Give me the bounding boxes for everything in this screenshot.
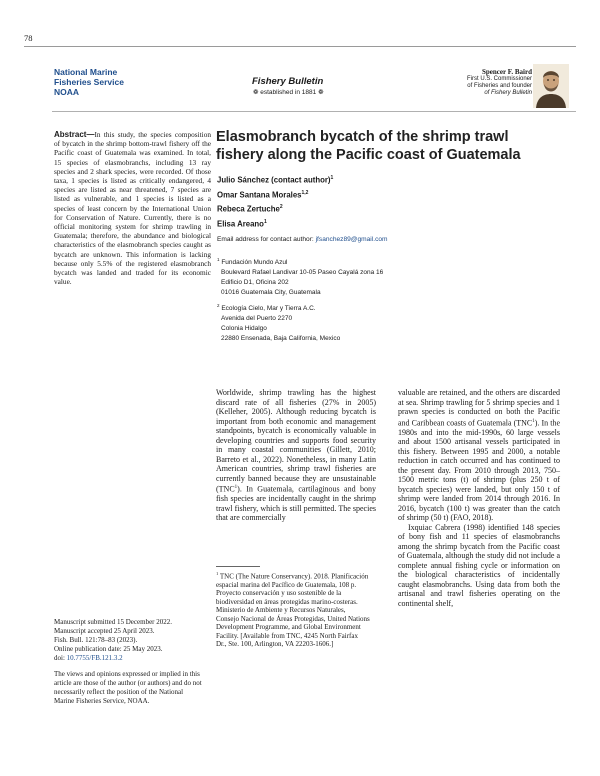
baird-caption	[428, 69, 532, 97]
baird-name: Spencer F. Baird	[482, 68, 532, 76]
paragraph-2: Ixquiac Cabrera (1998) identified 148 species of bony fish and 11 species of elasmobranchs among the shrimp bycatch from the Pacific coast of Guatemala, although the study did not include a complete annual fishing cycle or information on the biological characteristics of incidentally caught elasmobranchs. Using data from both the artisanal and trawl fisheries operating on the continental shelf,	[398, 522, 560, 608]
baird-portrait	[533, 64, 569, 108]
manuscript-info: Manuscript submitted 15 December 2022. Manuscript accepted 25 April 2023. Fish. Bull. 121:78–83 (2023). Online publication date: 25 May 2023. doi: 10.7755/FB.121.3.2	[54, 618, 173, 662]
body-column-1: Worldwide, shrimp trawling has the highest discard rate of all fisheries (27% in 2005) (Kelleher, 2005). Although reducing bycatch is important from both economic and management standpoints, bycatch is economically valuable in developing countries and supports food security in many coastal communities (Gillett, 2010; Barreto et al., 2022). Nonetheless, in many Latin American countries, shrimp trawl fisheries are currently banned because they are unsustainable (TNC$^1$). In Guatemala, cartilaginous and bony fish species are incidentally caught in the shrimp trawl fishery, which is still permitted. The species that are commercially	[216, 388, 376, 523]
journal-name: Fishery Bulletin	[252, 76, 324, 87]
author-4: Elisa Areano$^1$	[217, 218, 267, 229]
doi-link[interactable]: 10.7755/FB.121.3.2	[66, 654, 123, 662]
abstract-label: Abstract—	[54, 130, 95, 139]
email-link[interactable]: jfsanchez89@gmail.com	[315, 236, 388, 243]
author-3: Rebeca Zertuche$^2$	[217, 204, 283, 214]
baird-line-2: of Fisheries and founder	[467, 83, 532, 89]
page-number: 78	[24, 33, 33, 43]
affiliation-1: $^1$ Fundación Mundo Azul Boulevard Rafael Landivar 10-05 Paseo Cayalá zona 16 Edificio D1, Oficina 202 01016 Guatemala City, Guatemala	[217, 257, 384, 296]
baird-line-1: First U.S. Commissioner	[466, 76, 532, 82]
baird-line-3: of Fishery Bulletin	[484, 90, 532, 96]
author-2: Omar Santana Morales$^{1,2}$	[217, 189, 309, 200]
agency-line-3: NOAA	[54, 87, 80, 97]
footnote: $^1$ TNC (The Nature Conservancy). 2018. Planificación espacial marina del Pacífico de Guatemala, 108 p. Proyecto conservación y uso sostenible de la biodiversidad en áreas protegidas marino-costeras. Ministerio de Ambiente y Recursos Naturales, Consejo Nacional de Áreas Protegidas, United Nations Development Programme, and Global Environment Facility. [Available from TNC, 4245 North Fairfax Dr., Ste. 100, Arlington, VA 22203-1606.]	[216, 571, 370, 649]
top-rule	[24, 46, 576, 47]
author-list	[217, 172, 333, 230]
paragraph-1: valuable are retained, and the others are discarded at sea. Shrimp trawling for 5 shrimp species and 1 prawn species is conducted on both the Pacific and Caribbean coasts of Guatemala (TNC$^1$). In the 1980s and into the mid-1990s, 60 large vessels and about 1500 artisanal vessels participated in this fishery. Between 1995 and 2000, a notable reduction in catch occurred and has continued to the present day. From 2010 through 2013, 750–1500 metric tons (t) of shrimp (plus 250 t of bycatch species) were landed, but only 150 t of shrimp were landed from 2014 through 2016. In 2016, bycatch (100 t) was greater than the catch of shrimp (50 t) (FAO, 2018).	[398, 388, 560, 523]
header-rule	[52, 111, 576, 112]
affiliation-2: $^2$ Ecología Cielo, Mar y Tierra A.C. Avenida del Puerto 2270 Colonia Hidalgo 22880 Ensenada, Baja California, Mexico	[217, 303, 341, 342]
agency-line-2: Fisheries Service	[54, 77, 124, 87]
abstract	[54, 130, 211, 286]
established-line: ❁ established in 1881 ❁	[253, 89, 324, 96]
contact-email: Email address for contact author: jfsanchez89@gmail.com	[217, 236, 388, 243]
agency-block	[54, 67, 124, 97]
footnote-rule	[216, 566, 260, 567]
article-title: Elasmobranch bycatch of the shrimp trawl fishery along the Pacific coast of Guatemala	[216, 129, 521, 163]
abstract-text: In this study, the species composition of bycatch in the shrimp bottom-trawl fishery off the Pacific coast of Guatemala was examined. In total, 15 species of elasmobranchs, including 13 ray species and 2 shark species, were recorded. Of those taxa, 1 species is listed as critically endangered, 4 species are listed as near threatened, 7 species are listed as vulnerable, and 1 species is listed as a species of least concern by the International Union for Conservation of Nature. Currently, there is no official monitoring system for shrimp trawling in Guatemala; therefore, the abundance and biological characteristics of the elasmobranch species caught as bycatch are unknown. This information is lacking because only 5.5% of the registered elasmobranch bycatch was landed and traded for its economic value.	[54, 130, 211, 287]
disclaimer: The views and opinions expressed or implied in this article are those of the author (or authors) and do not necessarily reflect the position of the National Marine Fisheries Service, NOAA.	[54, 670, 202, 705]
body-column-2	[398, 388, 560, 608]
author-1: Julio Sánchez (contact author)$^1$	[217, 175, 334, 185]
agency-line-1: National Marine	[54, 67, 118, 77]
